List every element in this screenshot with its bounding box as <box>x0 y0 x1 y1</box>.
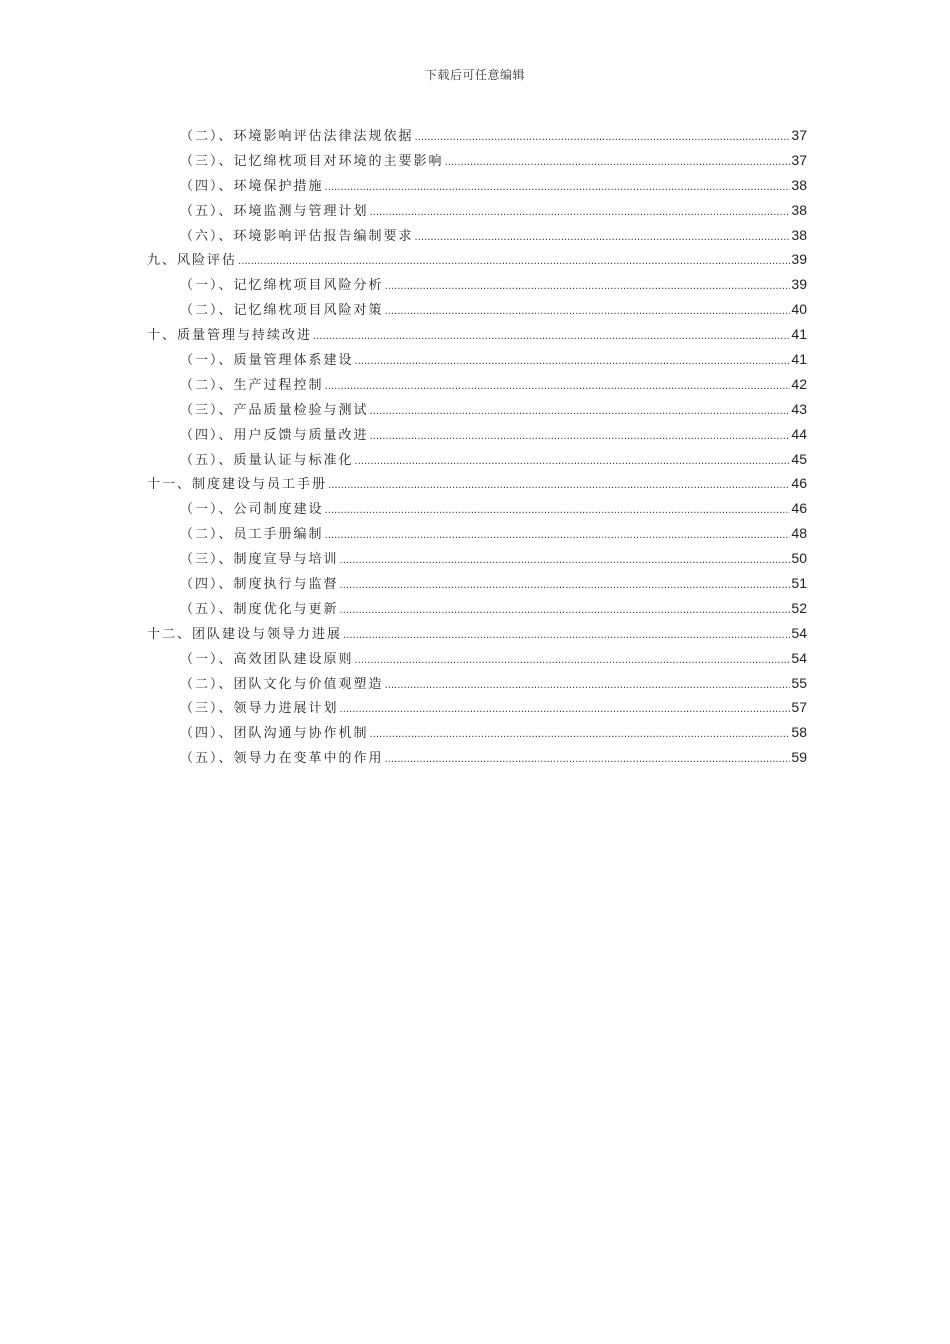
toc-entry-title: （一）、公司制度建设 <box>180 502 324 518</box>
toc-entry-page-number: 38 <box>791 176 807 193</box>
toc-section-entry[interactable] <box>147 697 807 722</box>
toc-entry-title: （二）、记忆绵枕项目风险对策 <box>180 303 384 319</box>
toc-entry-title: （三）、产品质量检验与测试 <box>180 402 369 418</box>
toc-dot-leader <box>325 530 791 541</box>
toc-dot-leader <box>385 281 791 292</box>
toc-entry-page-number: 37 <box>791 151 807 168</box>
toc-dot-leader <box>370 207 791 218</box>
toc-dot-leader <box>340 704 791 715</box>
toc-entry-page-number: 42 <box>791 375 807 392</box>
toc-section-entry[interactable] <box>147 747 807 772</box>
toc-entry-page-number: 38 <box>791 201 807 218</box>
toc-section-entry[interactable] <box>147 424 807 449</box>
toc-dot-leader <box>340 605 791 616</box>
toc-entry-title: （三）、领导力进展计划 <box>180 701 339 717</box>
toc-entry-page-number: 55 <box>791 674 807 691</box>
toc-dot-leader <box>415 132 791 143</box>
toc-section-entry[interactable] <box>147 722 807 747</box>
toc-entry-title: （五）、环境监测与管理计划 <box>180 203 369 219</box>
toc-entry-title: 十、质量管理与持续改进 <box>147 328 313 344</box>
toc-section-entry[interactable] <box>147 449 807 474</box>
toc-entry-title: （一）、高效团队建设原则 <box>180 651 354 667</box>
toc-dot-leader <box>325 505 791 516</box>
toc-dot-leader <box>325 182 791 193</box>
toc-entry-page-number: 58 <box>791 724 807 741</box>
toc-dot-leader <box>385 754 791 765</box>
toc-entry-title: （四）、团队沟通与协作机制 <box>180 726 369 742</box>
toc-dot-leader <box>325 381 791 392</box>
toc-entry-title: （一）、记忆绵枕项目风险分析 <box>180 278 384 294</box>
toc-section-entry[interactable] <box>147 598 807 623</box>
toc-section-entry[interactable] <box>147 125 807 150</box>
toc-entry-page-number: 51 <box>791 575 807 592</box>
toc-entry-title: （二）、环境影响评估法律法规依据 <box>180 129 414 144</box>
toc-entry-title: （三）、记忆绵枕项目对环境的主要影响 <box>180 153 444 169</box>
toc-entry-title: （四）、用户反馈与质量改进 <box>180 427 369 443</box>
toc-entry-title: （一）、质量管理体系建设 <box>180 353 354 369</box>
toc-entry-page-number: 40 <box>791 301 807 318</box>
toc-dot-leader <box>370 406 791 417</box>
toc-section-entry[interactable] <box>147 349 807 374</box>
toc-entry-page-number: 54 <box>791 624 807 641</box>
toc-section-entry[interactable] <box>147 274 807 299</box>
toc-entry-title: （二）、员工手册编制 <box>180 527 324 543</box>
toc-entry-page-number: 57 <box>791 699 807 716</box>
toc-section-entry[interactable] <box>147 374 807 399</box>
toc-section-entry[interactable] <box>147 673 807 698</box>
toc-entry-page-number: 54 <box>791 649 807 666</box>
toc-entry-title: （五）、制度优化与更新 <box>180 601 339 617</box>
toc-section-entry[interactable] <box>147 573 807 598</box>
toc-entry-page-number: 45 <box>791 450 807 467</box>
toc-entry-title: （四）、环境保护措施 <box>180 178 324 194</box>
toc-chapter-entry[interactable] <box>147 473 807 498</box>
toc-entry-page-number: 41 <box>791 326 807 343</box>
toc-entry-title: （六）、环境影响评估报告编制要求 <box>180 228 414 244</box>
toc-section-entry[interactable] <box>147 648 807 673</box>
toc-entry-page-number: 37 <box>791 127 807 143</box>
toc-dot-leader <box>385 680 791 691</box>
toc-dot-leader <box>385 306 791 317</box>
toc-section-entry[interactable] <box>147 225 807 250</box>
toc-entry-title: （五）、质量认证与标准化 <box>180 452 354 468</box>
toc-entry-title: （四）、制度执行与监督 <box>180 577 339 593</box>
toc-dot-leader <box>340 555 791 566</box>
toc-dot-leader <box>370 431 791 442</box>
toc-dot-leader <box>445 157 791 168</box>
toc-entry-title: （五）、领导力在变革中的作用 <box>180 751 384 767</box>
toc-section-entry[interactable] <box>147 548 807 573</box>
toc-section-entry[interactable] <box>147 200 807 225</box>
toc-entry-page-number: 50 <box>791 550 807 567</box>
toc-dot-leader <box>328 480 790 491</box>
toc-dot-leader <box>313 331 790 342</box>
toc-entry-title: 十二、团队建设与领导力进展 <box>147 626 343 642</box>
toc-chapter-entry[interactable] <box>147 249 807 274</box>
toc-section-entry[interactable] <box>147 399 807 424</box>
toc-entry-page-number: 41 <box>791 351 807 368</box>
toc-entry-page-number: 43 <box>791 400 807 417</box>
toc-entry-page-number: 39 <box>791 251 807 268</box>
toc-section-entry[interactable] <box>147 175 807 200</box>
page-header: 下载后可任意编辑 <box>424 68 525 82</box>
toc-entry-page-number: 46 <box>791 500 807 517</box>
toc-dot-leader <box>355 655 791 666</box>
toc-entry-title: （二）、生产过程控制 <box>180 377 324 393</box>
toc-entry-title: 九、风险评估 <box>147 253 238 269</box>
toc-dot-leader <box>415 232 791 243</box>
toc-dot-leader <box>355 356 791 367</box>
toc-entry-title: （三）、制度宣导与培训 <box>180 552 339 568</box>
toc-chapter-entry[interactable] <box>147 324 807 349</box>
toc-entry-page-number: 39 <box>791 276 807 293</box>
toc-entry-page-number: 38 <box>791 226 807 243</box>
toc-entry-page-number: 46 <box>791 475 807 492</box>
toc-dot-leader <box>343 630 790 641</box>
toc-dot-leader <box>340 580 791 591</box>
table-of-contents <box>147 125 807 772</box>
toc-chapter-entry[interactable] <box>147 623 807 648</box>
toc-entry-title: 十一、制度建设与员工手册 <box>147 477 328 493</box>
toc-entry-title: （二）、团队文化与价值观塑造 <box>180 676 384 692</box>
toc-section-entry[interactable] <box>147 523 807 548</box>
toc-section-entry[interactable] <box>147 150 807 175</box>
toc-entry-page-number: 44 <box>791 425 807 442</box>
toc-entry-page-number: 48 <box>791 525 807 542</box>
toc-section-entry[interactable] <box>147 299 807 324</box>
toc-entry-page-number: 52 <box>791 599 807 616</box>
toc-dot-leader <box>238 256 790 267</box>
toc-section-entry[interactable] <box>147 498 807 523</box>
toc-dot-leader <box>370 729 791 740</box>
toc-dot-leader <box>355 456 791 467</box>
toc-entry-page-number: 59 <box>791 749 807 766</box>
